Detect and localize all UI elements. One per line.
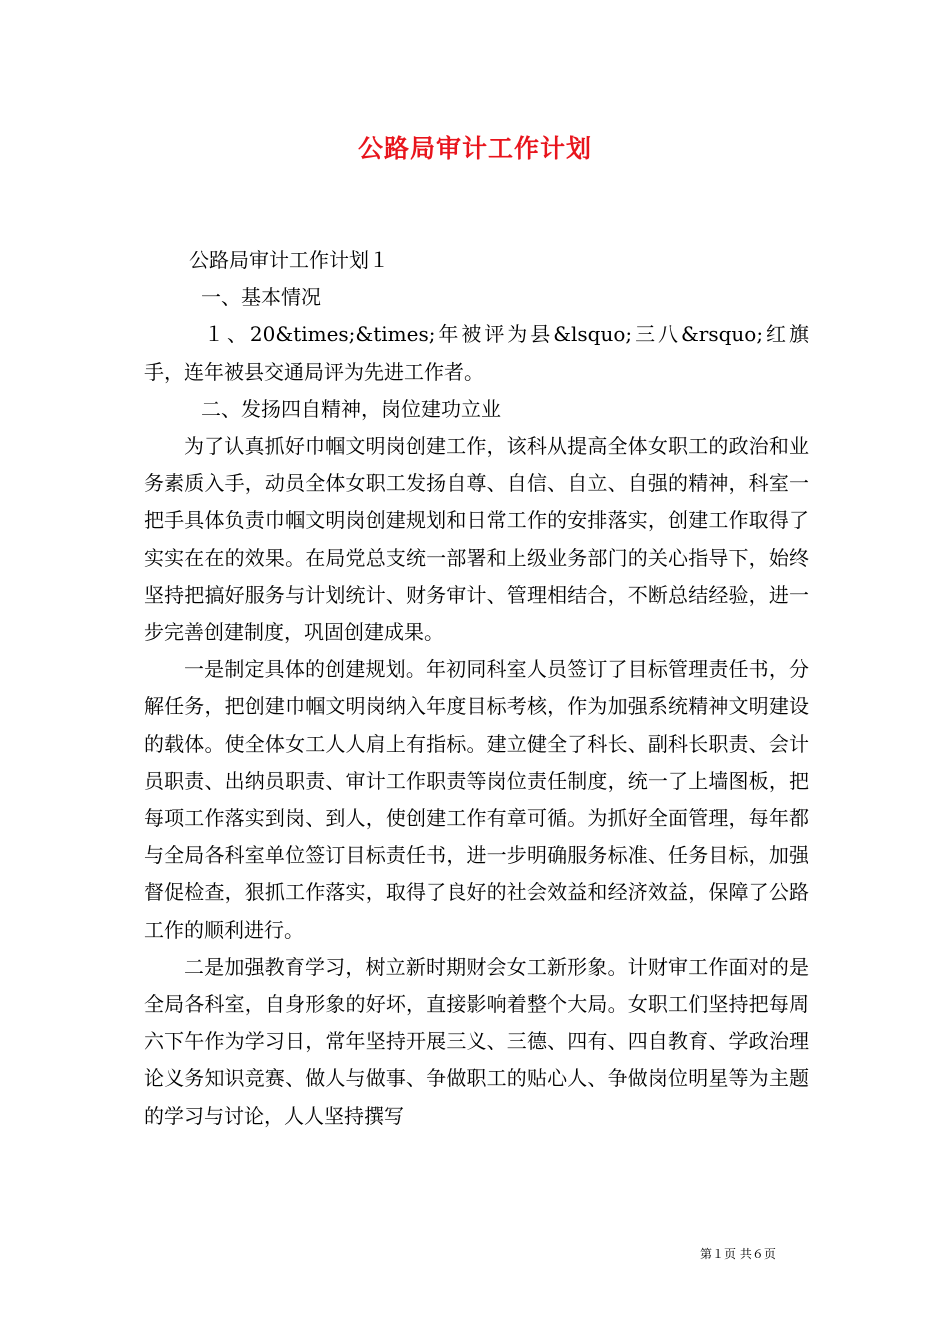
paragraph-1: 为了认真抓好巾帼文明岗创建工作，该科从提高全体女职工的政治和业务素质入手，动员全体女职工发扬自尊、自信、自立、自强的精神，科室一把手具体负责巾帼文明岗创建规划和日常工作的安排落实，创建工作取得了实实在在的效果。在局党总支统一部署和上级业务部门的关心指导下，始终坚持把搞好服务与计划统计、财务审计、管理相结合，不断总结经验，进一步完善创建制度，巩固创建成果。 [144, 434, 809, 645]
list-item-1: １、20&times;&times;年被评为县&lsquo;三八&rsquo;红旗手，连年被县交通局评为先进工作者。 [144, 322, 809, 384]
section-heading-1: 一、基本情况 [201, 285, 321, 310]
paragraph-3: 二是加强教育学习，树立新时期财会女工新形象。计财审工作面对的是全局各科室，自身形象的好坏，直接影响着整个大局。女职工们坚持把每周六下午作为学习日，常年坚持开展三义、三德、四有、四自教育、学政治理论义务知识竞赛、做人与做事、争做职工的贴心人、争做岗位明星等为主题的学习与讨论，人人坚持撰写 [144, 954, 809, 1128]
section-title: 公路局审计工作计划１ [189, 248, 389, 272]
document-title: 公路局审计工作计划 [357, 134, 592, 163]
page-number: 第１页 共６页 [700, 1247, 776, 1261]
paragraph-2: 一是制定具体的创建规划。年初同科室人员签订了目标管理责任书，分解任务，把创建巾帼文明岗纳入年度目标考核，作为加强系统精神文明建设的载体。使全体女工人人肩上有指标。建立健全了科长、副科长职责、会计员职责、出纳员职责、审计工作职责等岗位责任制度，统一了上墙图板，把每项工作落实到岗、到人，使创建工作有章可循。为抓好全面管理，每年都与全局各科室单位签订目标责任书，进一步明确服务标准、任务目标，加强督促检查，狠抓工作落实，取得了良好的社会效益和经济效益，保障了公路工作的顺利进行。 [144, 657, 809, 942]
document-body [144, 242, 809, 1135]
section-heading-2: 二、发扬四自精神，岗位建功立业 [201, 396, 501, 421]
